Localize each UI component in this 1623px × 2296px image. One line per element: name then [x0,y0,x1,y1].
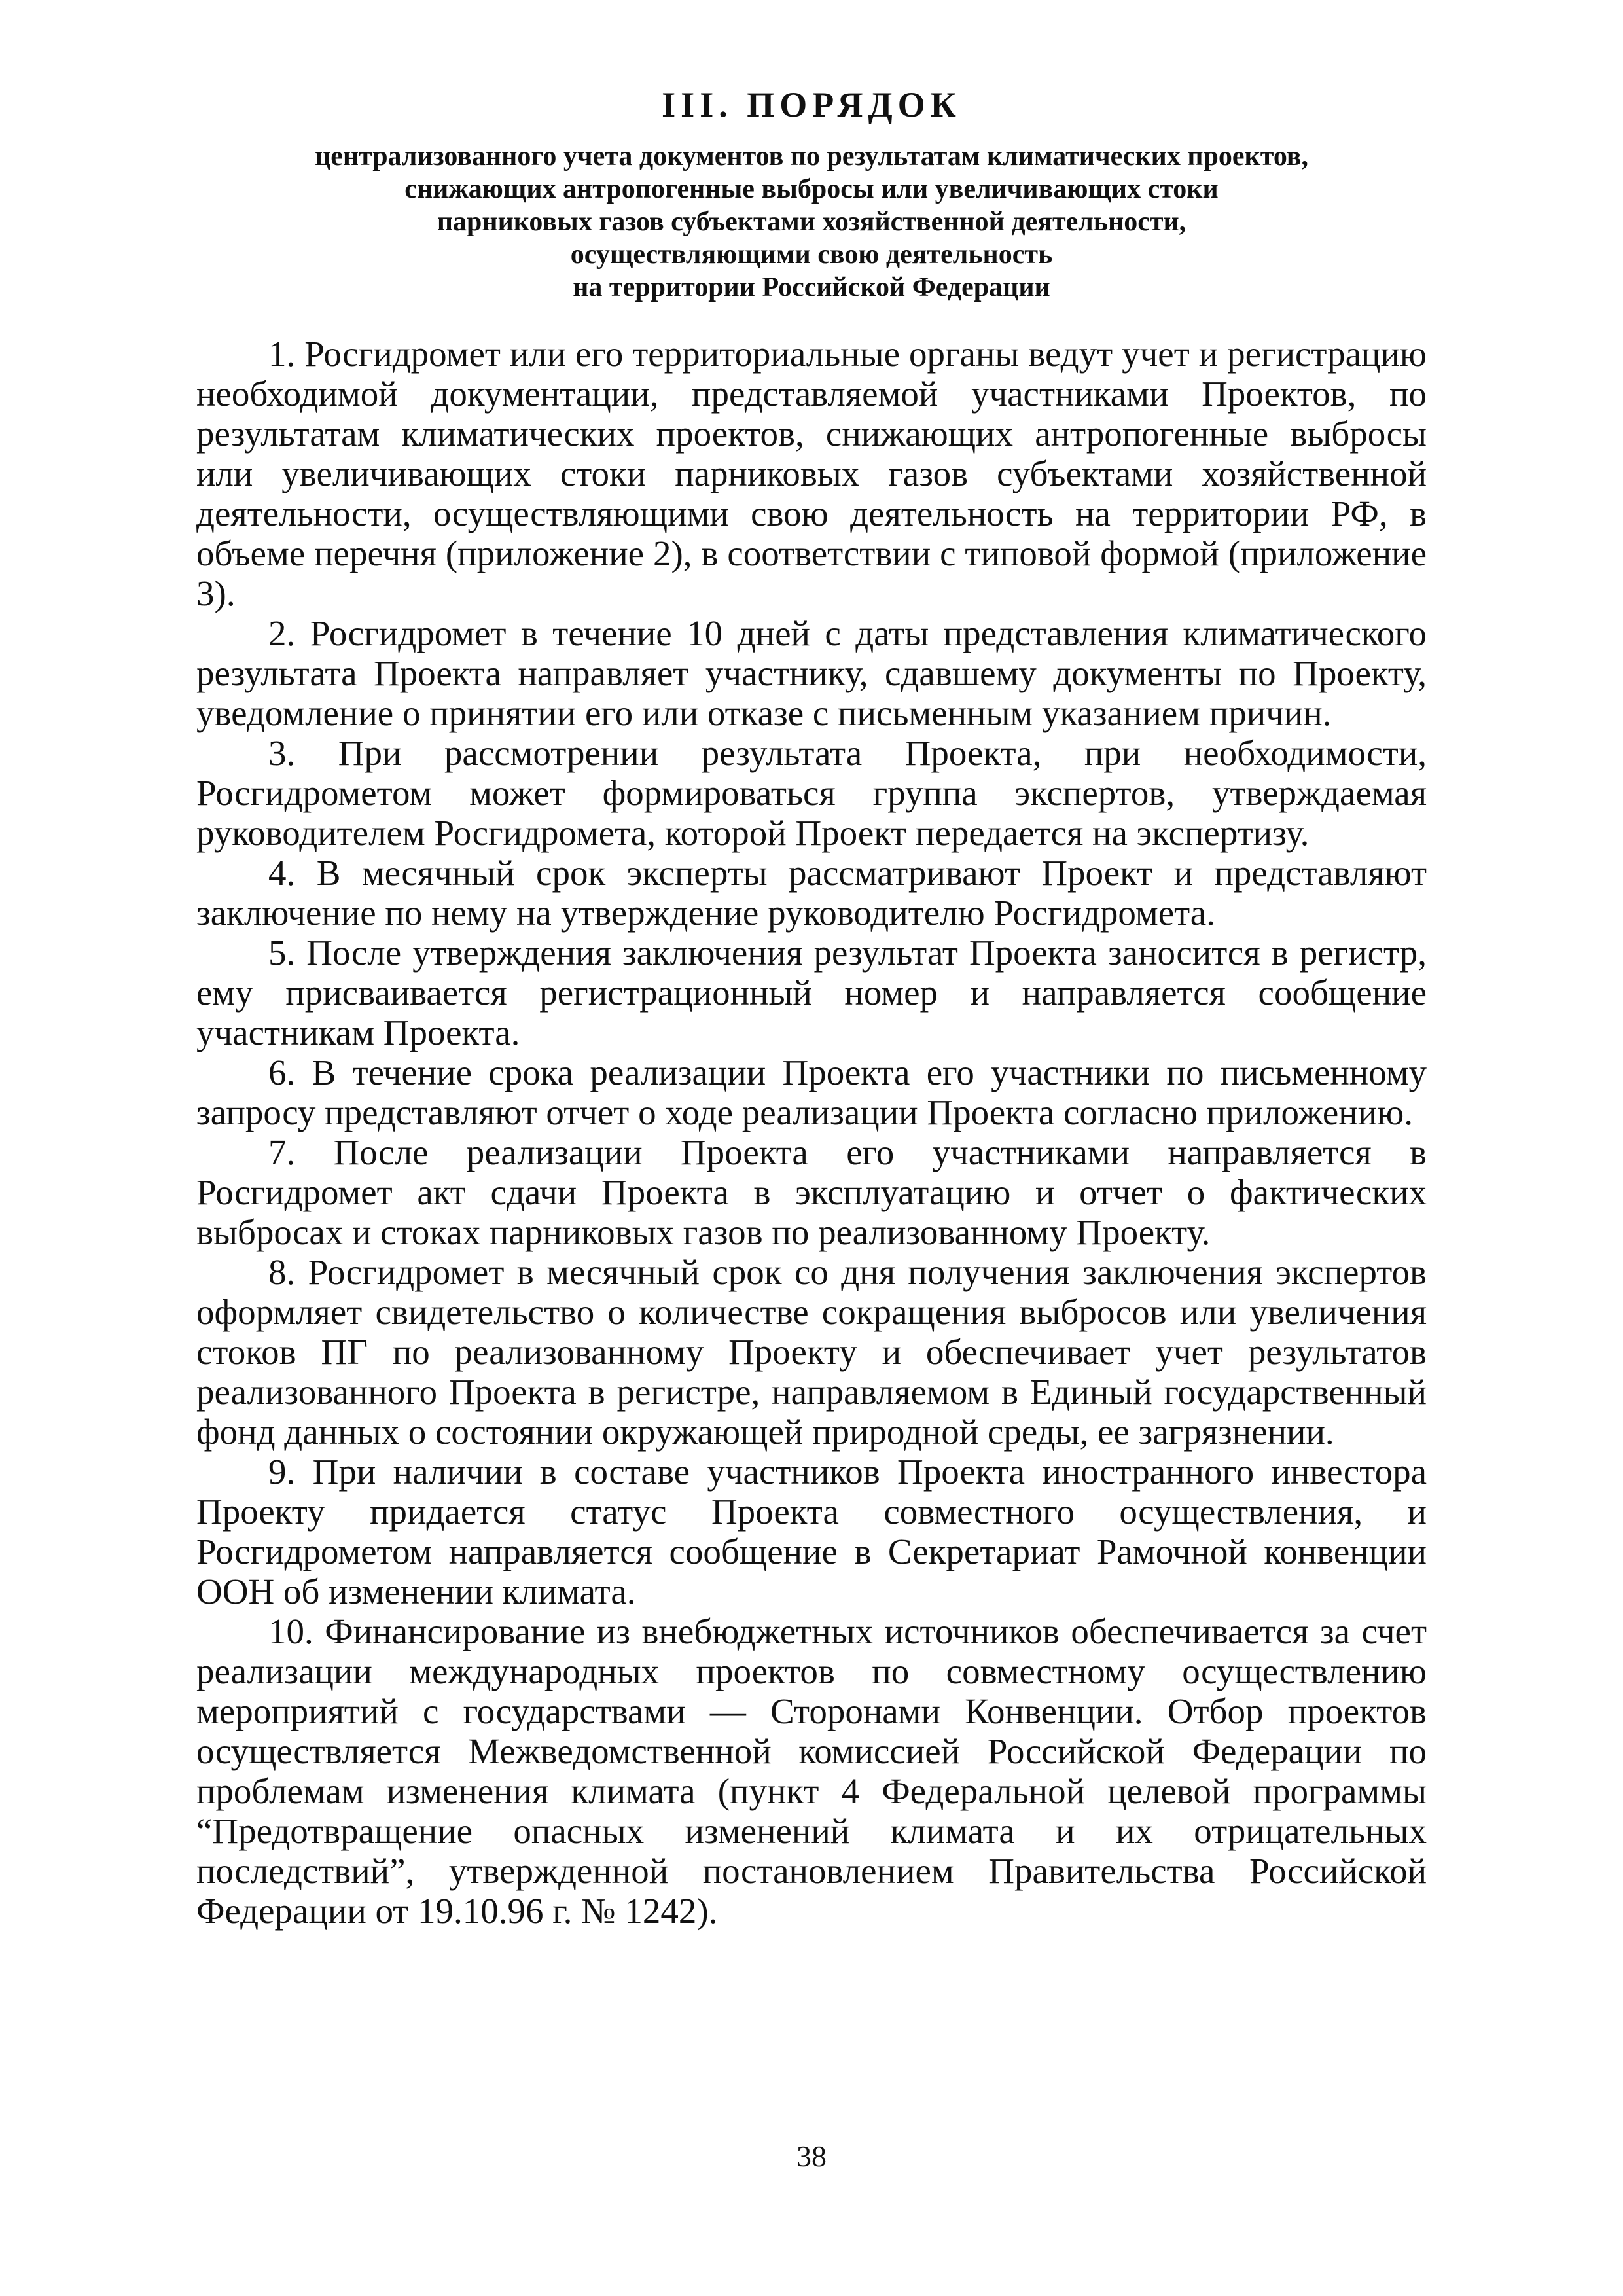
paragraph-5: 5. После утверждения заключения результат Проекта заносится в регистр, ему присваивается регистрационный номер и направляется сообщение участникам Проекта. [196,933,1427,1052]
section-title: III. ПОРЯДОК [662,85,961,124]
paragraph-10: 10. Финансирование из внебюджетных источников обеспечивается за счет реализации международных проектов по совместному осуществлению мероприятий с государствами — Сторонами Конвенции. Отбор проектов осуществляется Межведомственной комиссией Российской Федерации по проблемам изменения климата (пункт 4 Федеральной целевой программы “Предотвращение опасных изменений климата и их отрицательных последствий”, утвержденной постановлением Правительства Российской Федерации от 19.10.96 г. № 1242). [196,1611,1427,1931]
paragraph-4: 4. В месячный срок эксперты рассматривают Проект и представляют заключение по нему на утверждение руководителю Росгидромета. [196,853,1427,933]
page-number: 38 [796,2140,827,2173]
paragraph-3: 3. При рассмотрении результата Проекта, при необходимости, Росгидрометом может формироваться группа экспертов, утверждаемая руководителем Росгидромета, которой Проект передается на экспертизу. [196,733,1427,853]
paragraph-2: 2. Росгидромет в течение 10 дней с даты представления климатического результата Проекта направляет участнику, сдавшему документы по Проекту, уведомление о принятии его или отказе с письменным указанием причин. [196,613,1427,733]
paragraph-1: 1. Росгидромет или его территориальные органы ведут учет и регистрацию необходимой документации, представляемой участниками Проектов, по результатам климатических проектов, снижающих антропогенные выбросы или увеличивающих стоки парниковых газов субъектами хозяйственной деятельности, осуществляющими свою деятельность на территории РФ, в объеме перечня (приложение 2), в соответствии с типовой формой (приложение 3). [196,334,1427,613]
paragraph-9: 9. При наличии в составе участников Проекта иностранного инвестора Проекту придается статус Проекта совместного осуществления, и Росгидрометом направляется сообщение в Секретариат Рамочной конвенции ООН об изменении климата. [196,1452,1427,1611]
section-header [196,84,1427,304]
document-body [196,334,1427,1931]
paragraph-7: 7. После реализации Проекта его участниками направляется в Росгидромет акт сдачи Проекта в эксплуатацию и отчет о фактических выбросах и стоках парниковых газов по реализованному Проекту. [196,1132,1427,1252]
section-subtitle-line: парниковых газов субъектами хозяйственной деятельности, [437,207,1186,237]
section-subtitle-line: снижающих антропогенные выбросы или увеличивающих стоки [404,174,1219,204]
section-subtitle-line: осуществляющими свою деятельность [570,240,1053,270]
paragraph-6: 6. В течение срока реализации Проекта его участники по письменному запросу представляют отчет о ходе реализации Проекта согласно приложению. [196,1052,1427,1132]
section-subtitle-line: централизованного учета документов по результатам климатических проектов, [315,141,1308,171]
paragraph-8: 8. Росгидромет в месячный срок со дня получения заключения экспертов оформляет свидетельство о количестве сокращения выбросов или увеличения стоков ПГ по реализованному Проекту и обеспечивает учет результатов реализованного Проекта в регистре, направляемом в Единый государственный фонд данных о состоянии окружающей природной среды, ее загрязнении. [196,1252,1427,1452]
section-subtitle-line: на территории Российской Федерации [573,272,1050,302]
